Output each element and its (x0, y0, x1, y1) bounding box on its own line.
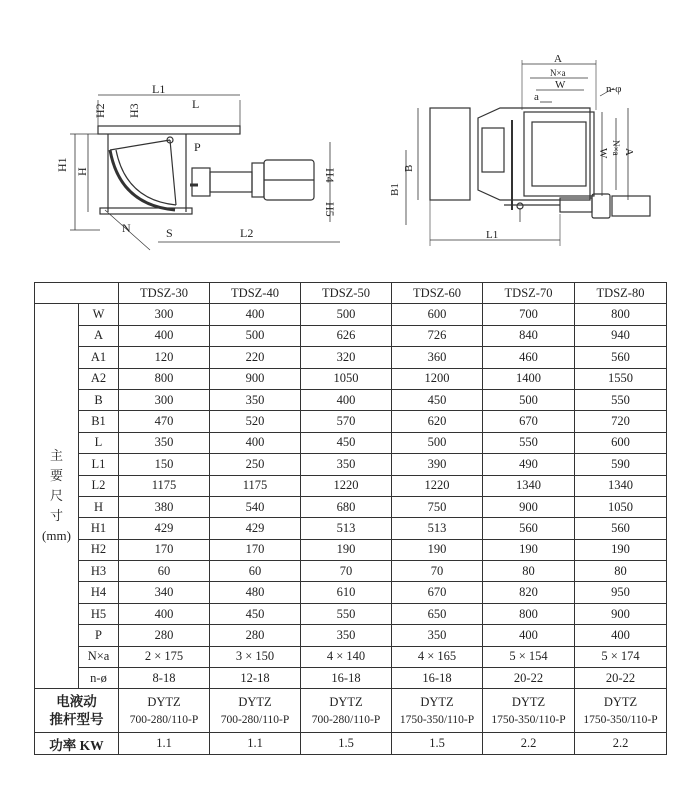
table-row (35, 646, 667, 667)
param-value: 500 (301, 304, 392, 325)
actuator-spec: 1750-350/110-P (491, 713, 566, 726)
power-value: 1.1 (119, 733, 210, 754)
param-value: 300 (119, 389, 210, 410)
param-value: 400 (119, 603, 210, 624)
param-value: 700 (483, 304, 575, 325)
param-value: 1220 (301, 475, 392, 496)
table-row (35, 454, 667, 475)
param-value: 726 (392, 325, 483, 346)
param-name: A2 (79, 368, 119, 389)
param-value: 20-22 (483, 668, 575, 689)
param-value: 1400 (483, 368, 575, 389)
param-value: 429 (210, 518, 301, 539)
param-value: 80 (575, 561, 667, 582)
param-value: 650 (392, 603, 483, 624)
group-label-line: (mm) (42, 528, 71, 544)
label-L: L (192, 97, 200, 111)
label-N: N (122, 221, 131, 235)
actuator-model-value (210, 689, 301, 733)
param-value: 560 (575, 347, 667, 368)
group-label-line: 主 (49, 448, 63, 464)
param-value: 16-18 (301, 668, 392, 689)
main-dimensions-label (35, 304, 79, 689)
technical-drawings (0, 0, 700, 270)
param-name: H4 (79, 582, 119, 603)
param-name: B (79, 389, 119, 410)
param-value: 570 (301, 411, 392, 432)
param-value: 900 (575, 603, 667, 624)
param-value: 626 (301, 325, 392, 346)
param-value: 1340 (575, 475, 667, 496)
side-view-labels (55, 82, 337, 240)
param-value: 1220 (392, 475, 483, 496)
param-name: H5 (79, 603, 119, 624)
table-row (35, 432, 667, 453)
param-value: 12-18 (210, 668, 301, 689)
actuator-spec: 700-280/110-P (311, 713, 381, 726)
param-value: 720 (575, 411, 667, 432)
table-row (35, 389, 667, 410)
label-n-phi: n-φ (606, 83, 622, 95)
param-value: 190 (575, 539, 667, 560)
param-value: 820 (483, 582, 575, 603)
table-row (35, 518, 667, 539)
model-header: TDSZ-60 (392, 283, 483, 304)
param-value: 120 (119, 347, 210, 368)
table-row (35, 475, 667, 496)
param-name: A (79, 325, 119, 346)
param-value: 400 (210, 432, 301, 453)
param-name: N×a (79, 646, 119, 667)
label-L1-plan: L1 (486, 229, 499, 241)
model-header: TDSZ-30 (119, 283, 210, 304)
power-label: 功率 KW (35, 733, 119, 754)
param-value: 513 (301, 518, 392, 539)
param-name: P (79, 625, 119, 646)
actuator-series: DYTZ (147, 694, 181, 709)
param-value: 480 (210, 582, 301, 603)
table-row (35, 668, 667, 689)
param-value: 550 (483, 432, 575, 453)
table-row (35, 582, 667, 603)
param-value: 340 (119, 582, 210, 603)
param-value: 4 × 140 (301, 646, 392, 667)
actuator-label-line: 推杆型号 (49, 711, 104, 727)
actuator-model-value (483, 689, 575, 733)
param-value: 320 (301, 347, 392, 368)
param-value: 350 (392, 625, 483, 646)
actuator-series: DYTZ (329, 694, 363, 709)
param-value: 950 (575, 582, 667, 603)
param-value: 800 (119, 368, 210, 389)
actuator-model-value (301, 689, 392, 733)
param-value: 800 (575, 304, 667, 325)
group-label-line: 要 (49, 468, 63, 484)
label-Nxa-top: N×a (550, 68, 566, 78)
label-B: B (403, 164, 415, 172)
param-value: 250 (210, 454, 301, 475)
param-name: B1 (79, 411, 119, 432)
model-header: TDSZ-80 (575, 283, 667, 304)
actuator-series: DYTZ (420, 694, 454, 709)
param-value: 500 (483, 389, 575, 410)
param-value: 70 (301, 561, 392, 582)
label-W-top: W (555, 79, 566, 91)
table-row (35, 347, 667, 368)
param-name: A1 (79, 347, 119, 368)
param-name: H3 (79, 561, 119, 582)
param-value: 400 (301, 389, 392, 410)
param-value: 429 (119, 518, 210, 539)
param-value: 470 (119, 411, 210, 432)
param-value: 300 (119, 304, 210, 325)
model-header: TDSZ-40 (210, 283, 301, 304)
param-name: L2 (79, 475, 119, 496)
param-value: 280 (119, 625, 210, 646)
param-value: 1200 (392, 368, 483, 389)
param-value: 600 (575, 432, 667, 453)
param-value: 590 (575, 454, 667, 475)
label-L1: L1 (152, 82, 166, 96)
table-row (35, 325, 667, 346)
param-value: 400 (483, 625, 575, 646)
param-value: 280 (210, 625, 301, 646)
table-row (35, 603, 667, 624)
actuator-series: DYTZ (603, 694, 638, 709)
param-value: 170 (119, 539, 210, 560)
param-value: 1340 (483, 475, 575, 496)
param-value: 390 (392, 454, 483, 475)
param-name: H1 (79, 518, 119, 539)
param-value: 1550 (575, 368, 667, 389)
corner-cell (35, 283, 119, 304)
group-label-line: 尺 (49, 488, 63, 504)
group-label-line: 寸 (49, 508, 63, 524)
table-row (35, 561, 667, 582)
power-value: 2.2 (483, 733, 575, 754)
actuator-spec: 1750-350/110-P (399, 713, 475, 726)
power-value: 2.2 (575, 733, 667, 754)
table-row (35, 496, 667, 517)
param-name: W (79, 304, 119, 325)
param-value: 20-22 (575, 668, 667, 689)
param-value: 60 (119, 561, 210, 582)
power-value: 1.5 (392, 733, 483, 754)
param-value: 8-18 (119, 668, 210, 689)
param-name: L (79, 432, 119, 453)
param-value: 840 (483, 325, 575, 346)
param-value: 1175 (119, 475, 210, 496)
label-H3: H3 (127, 103, 141, 118)
param-value: 900 (210, 368, 301, 389)
actuator-model-value (392, 689, 483, 733)
actuator-model-row (35, 689, 667, 733)
param-value: 2 × 175 (119, 646, 210, 667)
param-value: 750 (392, 496, 483, 517)
label-H5: H5 (323, 202, 337, 217)
param-value: 450 (392, 389, 483, 410)
param-value: 500 (392, 432, 483, 453)
param-value: 490 (483, 454, 575, 475)
label-L2: L2 (240, 226, 254, 240)
label-a: a (534, 91, 539, 103)
param-value: 220 (210, 347, 301, 368)
table-row (35, 539, 667, 560)
power-row (35, 733, 667, 754)
table-row (35, 411, 667, 432)
param-value: 670 (392, 582, 483, 603)
param-value: 190 (483, 539, 575, 560)
actuator-series: DYTZ (238, 694, 272, 709)
param-value: 610 (301, 582, 392, 603)
param-value: 560 (575, 518, 667, 539)
actuator-spec: 700-280/110-P (220, 713, 290, 726)
param-value: 170 (210, 539, 301, 560)
model-header: TDSZ-50 (301, 283, 392, 304)
param-value: 80 (483, 561, 575, 582)
param-value: 400 (119, 325, 210, 346)
param-value: 3 × 150 (210, 646, 301, 667)
param-value: 670 (483, 411, 575, 432)
actuator-model-label (35, 689, 119, 733)
actuator-model-value (575, 689, 667, 733)
param-value: 450 (210, 603, 301, 624)
power-value: 1.5 (301, 733, 392, 754)
label-W-side: W (597, 148, 609, 159)
param-value: 550 (301, 603, 392, 624)
param-value: 400 (210, 304, 301, 325)
side-view-drawing (70, 95, 340, 250)
param-name: H (79, 496, 119, 517)
param-value: 380 (119, 496, 210, 517)
param-value: 400 (575, 625, 667, 646)
actuator-model-value (119, 689, 210, 733)
param-value: 350 (119, 432, 210, 453)
label-Nxa-side: N×a (611, 140, 621, 156)
param-value: 360 (392, 347, 483, 368)
param-value: 800 (483, 603, 575, 624)
param-value: 5 × 174 (575, 646, 667, 667)
table-row (35, 625, 667, 646)
param-value: 500 (210, 325, 301, 346)
param-value: 460 (483, 347, 575, 368)
actuator-spec: 1750-350/110-P (583, 713, 658, 726)
param-value: 350 (301, 625, 392, 646)
label-P: P (194, 140, 201, 154)
label-A-top: A (554, 53, 562, 65)
param-value: 5 × 154 (483, 646, 575, 667)
power-value: 1.1 (210, 733, 301, 754)
param-value: 900 (483, 496, 575, 517)
label-H: H (75, 167, 89, 176)
specification-table (34, 282, 667, 755)
param-name: H2 (79, 539, 119, 560)
actuator-spec: 700-280/110-P (129, 713, 199, 726)
param-value: 550 (575, 389, 667, 410)
param-value: 513 (392, 518, 483, 539)
param-value: 940 (575, 325, 667, 346)
label-H4: H4 (323, 168, 337, 183)
table-row (35, 304, 667, 325)
param-value: 350 (210, 389, 301, 410)
param-value: 190 (392, 539, 483, 560)
param-value: 560 (483, 518, 575, 539)
param-value: 1050 (575, 496, 667, 517)
label-B1: B1 (389, 183, 401, 196)
param-value: 1175 (210, 475, 301, 496)
param-value: 60 (210, 561, 301, 582)
actuator-label-line: 电液动 (56, 693, 97, 709)
label-H2: H2 (93, 103, 107, 118)
param-value: 16-18 (392, 668, 483, 689)
param-value: 620 (392, 411, 483, 432)
model-header: TDSZ-70 (483, 283, 575, 304)
param-value: 600 (392, 304, 483, 325)
param-value: 520 (210, 411, 301, 432)
param-value: 190 (301, 539, 392, 560)
table-row (35, 368, 667, 389)
param-value: 150 (119, 454, 210, 475)
param-value: 450 (301, 432, 392, 453)
header-row (35, 283, 667, 304)
param-value: 1050 (301, 368, 392, 389)
param-name: L1 (79, 454, 119, 475)
param-value: 350 (301, 454, 392, 475)
param-value: 70 (392, 561, 483, 582)
param-value: 4 × 165 (392, 646, 483, 667)
param-value: 680 (301, 496, 392, 517)
actuator-series: DYTZ (511, 694, 546, 709)
label-A-side: A (623, 148, 635, 156)
label-H1: H1 (55, 157, 69, 172)
label-S: S (166, 226, 173, 240)
param-name: n-ø (79, 668, 119, 689)
param-value: 540 (210, 496, 301, 517)
